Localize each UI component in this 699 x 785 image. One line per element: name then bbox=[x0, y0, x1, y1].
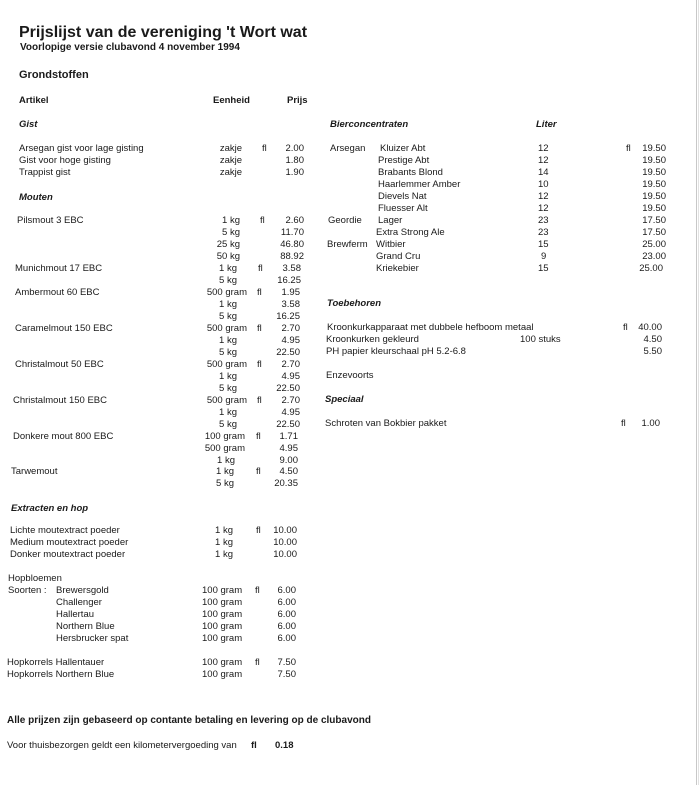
toebehoren-name: Kroonkurkapparaat met dubbele hefboom metaal bbox=[327, 322, 534, 333]
column-header-liter: Liter bbox=[536, 119, 557, 130]
bier-name: Extra Strong Ale bbox=[376, 227, 445, 238]
column-header-prijs: Prijs bbox=[287, 95, 308, 106]
extract-name: Medium moutextract poeder bbox=[10, 537, 129, 548]
document-title: Prijslijst van de vereniging 't Wort wat bbox=[19, 24, 308, 41]
mout-unit: 1 kg bbox=[217, 455, 235, 466]
mout-unit: 5 kg bbox=[219, 383, 237, 394]
gist-item-name: Arsegan gist voor lage gisting bbox=[19, 143, 144, 154]
mout-unit: 500 gram bbox=[204, 443, 245, 454]
bier-brand: Brewferm bbox=[327, 239, 368, 250]
enzevoorts-text: Enzevoorts bbox=[326, 370, 374, 381]
bier-liter: 9 bbox=[541, 251, 547, 262]
bier-price: 19.50 bbox=[642, 203, 666, 214]
mout-price: 9.00 bbox=[279, 455, 298, 466]
column-header-artikel: Artikel bbox=[19, 95, 49, 106]
bier-name: Prestige Abt bbox=[378, 155, 430, 166]
extract-unit: 1 kg bbox=[215, 537, 233, 548]
bier-liter: 12 bbox=[538, 155, 549, 166]
bier-name: Witbier bbox=[376, 239, 406, 250]
mout-unit: 1 kg bbox=[219, 407, 237, 418]
mout-price: 2.70 bbox=[281, 323, 300, 334]
bier-name: Grand Cru bbox=[376, 251, 421, 262]
category-heading-gist: Gist bbox=[19, 119, 38, 130]
hop-name: Hallertau bbox=[56, 609, 95, 620]
mout-unit: 1 kg bbox=[219, 335, 237, 346]
gist-item-unit: zakje bbox=[219, 167, 242, 178]
bier-price: 19.50 bbox=[642, 143, 666, 154]
mout-name: Tarwemout bbox=[11, 466, 58, 477]
bier-liter: 15 bbox=[538, 263, 549, 274]
mout-name: Caramelmout 150 EBC bbox=[15, 323, 113, 334]
mout-price: 4.95 bbox=[281, 335, 300, 346]
mout-price: 4.50 bbox=[279, 466, 298, 477]
hop-name: Challenger bbox=[56, 597, 102, 608]
mout-price: 1.71 bbox=[279, 431, 298, 442]
mout-name: Christalmout 150 EBC bbox=[13, 395, 107, 406]
gist-item-name: Gist voor hoge gisting bbox=[19, 155, 111, 166]
bier-brand: Arsegan bbox=[330, 143, 366, 154]
bier-liter: 12 bbox=[538, 143, 549, 154]
mout-unit: 1 kg bbox=[219, 263, 237, 274]
mout-price: 11.70 bbox=[280, 227, 304, 238]
hop-unit: 100 gram bbox=[202, 609, 243, 620]
hopkorrels-price: 7.50 bbox=[277, 657, 296, 668]
currency-label: fl bbox=[257, 323, 262, 334]
mout-price: 2.70 bbox=[281, 359, 300, 370]
mout-price: 88.92 bbox=[280, 251, 304, 262]
currency-label: fl bbox=[260, 215, 265, 226]
km-price: 0.18 bbox=[275, 740, 294, 751]
mout-price: 22.50 bbox=[276, 383, 300, 394]
mout-unit: 5 kg bbox=[219, 275, 237, 286]
extract-price: 10.00 bbox=[273, 549, 297, 560]
gist-item-price: 1.90 bbox=[285, 167, 304, 178]
hop-price: 6.00 bbox=[277, 633, 296, 644]
hopkorrels-name: Hopkorrels Northern Blue bbox=[7, 669, 115, 680]
hop-price: 6.00 bbox=[277, 609, 296, 620]
mout-price: 4.95 bbox=[281, 407, 300, 418]
bier-liter: 12 bbox=[538, 191, 549, 202]
mout-name: Donkere mout 800 EBC bbox=[13, 431, 114, 442]
bier-price: 19.50 bbox=[642, 155, 666, 166]
mout-unit: 1 kg bbox=[219, 371, 237, 382]
bier-liter: 12 bbox=[538, 203, 549, 214]
payment-note: Alle prijzen zijn gebaseerd op contante betaling en levering op de clubavond bbox=[7, 715, 371, 726]
mout-name: Munichmout 17 EBC bbox=[15, 263, 103, 274]
scan-edge-line bbox=[696, 0, 697, 785]
extract-name: Donker moutextract poeder bbox=[10, 549, 126, 560]
mout-price: 3.58 bbox=[281, 299, 300, 310]
bier-price: 19.50 bbox=[642, 167, 666, 178]
mout-unit: 5 kg bbox=[219, 419, 237, 430]
extract-price: 10.00 bbox=[273, 537, 297, 548]
mout-unit: 5 kg bbox=[216, 478, 234, 489]
toebehoren-name: Kroonkurken gekleurd bbox=[326, 334, 419, 345]
bier-name: Kriekebier bbox=[376, 263, 419, 274]
gist-item-name: Trappist gist bbox=[19, 167, 71, 178]
bier-liter: 14 bbox=[538, 167, 549, 178]
mout-price: 46.80 bbox=[280, 239, 304, 250]
hop-unit: 100 gram bbox=[202, 621, 243, 632]
hopkorrels-price: 7.50 bbox=[277, 669, 296, 680]
toebehoren-price: 5.50 bbox=[643, 346, 662, 357]
bier-name: Brabants Blond bbox=[378, 167, 443, 178]
mout-price: 3.58 bbox=[282, 263, 301, 274]
mout-price: 4.95 bbox=[279, 443, 298, 454]
mout-unit: 5 kg bbox=[219, 347, 237, 358]
hop-unit: 100 gram bbox=[202, 597, 243, 608]
extract-unit: 1 kg bbox=[215, 549, 233, 560]
mout-price: 20.35 bbox=[274, 478, 298, 489]
bier-price: 25.00 bbox=[642, 239, 666, 250]
hop-price: 6.00 bbox=[277, 621, 296, 632]
speciaal-price: 1.00 bbox=[641, 418, 660, 429]
mout-unit: 500 gram bbox=[206, 359, 247, 370]
bier-price: 19.50 bbox=[642, 179, 666, 190]
gist-item-unit: zakje bbox=[219, 143, 242, 154]
bier-liter: 23 bbox=[538, 227, 549, 238]
mout-price: 16.25 bbox=[276, 311, 300, 322]
mout-name: Pilsmout 3 EBC bbox=[17, 215, 84, 226]
hopbloemen-label: Hopbloemen bbox=[8, 573, 62, 584]
bier-price: 25.00 bbox=[639, 263, 663, 274]
bier-liter: 23 bbox=[538, 215, 549, 226]
category-heading-speciaal: Speciaal bbox=[325, 394, 364, 405]
bier-price: 19.50 bbox=[642, 191, 666, 202]
bier-price: 17.50 bbox=[642, 227, 666, 238]
category-heading-mouten: Mouten bbox=[19, 192, 53, 203]
category-heading-bierconcentraten: Bierconcentraten bbox=[330, 119, 409, 130]
bier-name: Fluesser Alt bbox=[378, 203, 428, 214]
hop-unit: 100 gram bbox=[202, 633, 243, 644]
toebehoren-qty: 100 stuks bbox=[520, 334, 561, 345]
hop-name: Hersbrucker spat bbox=[56, 633, 129, 644]
mout-price: 22.50 bbox=[276, 347, 300, 358]
speciaal-name: Schroten van Bokbier pakket bbox=[325, 418, 447, 429]
gist-item-price: 2.00 bbox=[285, 143, 304, 154]
toebehoren-price: 4.50 bbox=[643, 334, 662, 345]
bier-brand: Geordie bbox=[328, 215, 362, 226]
hop-name: Brewersgold bbox=[56, 585, 109, 596]
column-header-eenheid: Eenheid bbox=[213, 95, 250, 106]
soorten-label: Soorten : bbox=[8, 585, 47, 596]
mout-price: 16.25 bbox=[277, 275, 301, 286]
hopkorrels-unit: 100 gram bbox=[202, 669, 243, 680]
extract-unit: 1 kg bbox=[215, 525, 233, 536]
document-subtitle: Voorlopige versie clubavond 4 november 1994 bbox=[20, 42, 240, 53]
currency-label: fl bbox=[258, 263, 263, 274]
km-text: Voor thuisbezorgen geldt een kilometervergoeding van bbox=[7, 740, 237, 751]
toebehoren-name: PH papier kleurschaal pH 5.2-6.8 bbox=[326, 346, 466, 357]
mout-unit: 500 gram bbox=[206, 287, 247, 298]
mout-unit: 1 kg bbox=[219, 299, 237, 310]
mout-price: 4.95 bbox=[281, 371, 300, 382]
hop-unit: 100 gram bbox=[202, 585, 243, 596]
km-currency: fl bbox=[251, 740, 257, 751]
bier-name: Haarlemmer Amber bbox=[378, 179, 461, 190]
hop-price: 6.00 bbox=[277, 597, 296, 608]
currency-label: fl bbox=[626, 143, 631, 154]
bier-name: Kluizer Abt bbox=[380, 143, 426, 154]
mout-unit: 1 kg bbox=[222, 215, 240, 226]
currency-label: fl bbox=[623, 322, 628, 333]
bier-name: Dievels Nat bbox=[378, 191, 427, 202]
currency-label: fl bbox=[256, 466, 261, 477]
hopkorrels-unit: 100 gram bbox=[202, 657, 243, 668]
gist-item-unit: zakje bbox=[219, 155, 242, 166]
mout-name: Christalmout 50 EBC bbox=[15, 359, 104, 370]
hop-price: 6.00 bbox=[277, 585, 296, 596]
currency-label: fl bbox=[256, 431, 261, 442]
mout-unit: 500 gram bbox=[206, 395, 247, 406]
mout-unit: 5 kg bbox=[219, 311, 237, 322]
mout-unit: 5 kg bbox=[222, 227, 240, 238]
currency-label: fl bbox=[256, 525, 261, 536]
currency-label: fl bbox=[621, 418, 626, 429]
mout-unit: 25 kg bbox=[216, 239, 240, 250]
mout-price: 1.95 bbox=[281, 287, 300, 298]
currency-label: fl bbox=[257, 395, 262, 406]
category-heading-extracten: Extracten en hop bbox=[11, 503, 89, 514]
extract-price: 10.00 bbox=[273, 525, 297, 536]
hop-name: Northern Blue bbox=[56, 621, 115, 632]
mout-unit: 100 gram bbox=[204, 431, 245, 442]
mout-price: 2.70 bbox=[281, 395, 300, 406]
mout-unit: 500 gram bbox=[206, 323, 247, 334]
section-heading-grondstoffen: Grondstoffen bbox=[19, 69, 89, 81]
bier-liter: 15 bbox=[538, 239, 549, 250]
currency-label: fl bbox=[255, 585, 260, 596]
mout-price: 2.60 bbox=[285, 215, 304, 226]
bier-liter: 10 bbox=[538, 179, 549, 190]
mout-unit: 50 kg bbox=[216, 251, 240, 262]
currency-label: fl bbox=[255, 657, 260, 668]
mout-name: Ambermout 60 EBC bbox=[15, 287, 100, 298]
currency-label: fl bbox=[262, 143, 267, 154]
mout-price: 22.50 bbox=[276, 419, 300, 430]
mout-unit: 1 kg bbox=[216, 466, 234, 477]
bier-price: 17.50 bbox=[642, 215, 666, 226]
gist-item-price: 1.80 bbox=[285, 155, 304, 166]
extract-name: Lichte moutextract poeder bbox=[10, 525, 120, 536]
currency-label: fl bbox=[257, 287, 262, 298]
toebehoren-price: 40.00 bbox=[638, 322, 662, 333]
hopkorrels-name: Hopkorrels Hallentauer bbox=[7, 657, 105, 668]
bier-price: 23.00 bbox=[642, 251, 666, 262]
currency-label: fl bbox=[257, 359, 262, 370]
bier-name: Lager bbox=[378, 215, 403, 226]
category-heading-toebehoren: Toebehoren bbox=[327, 298, 382, 309]
